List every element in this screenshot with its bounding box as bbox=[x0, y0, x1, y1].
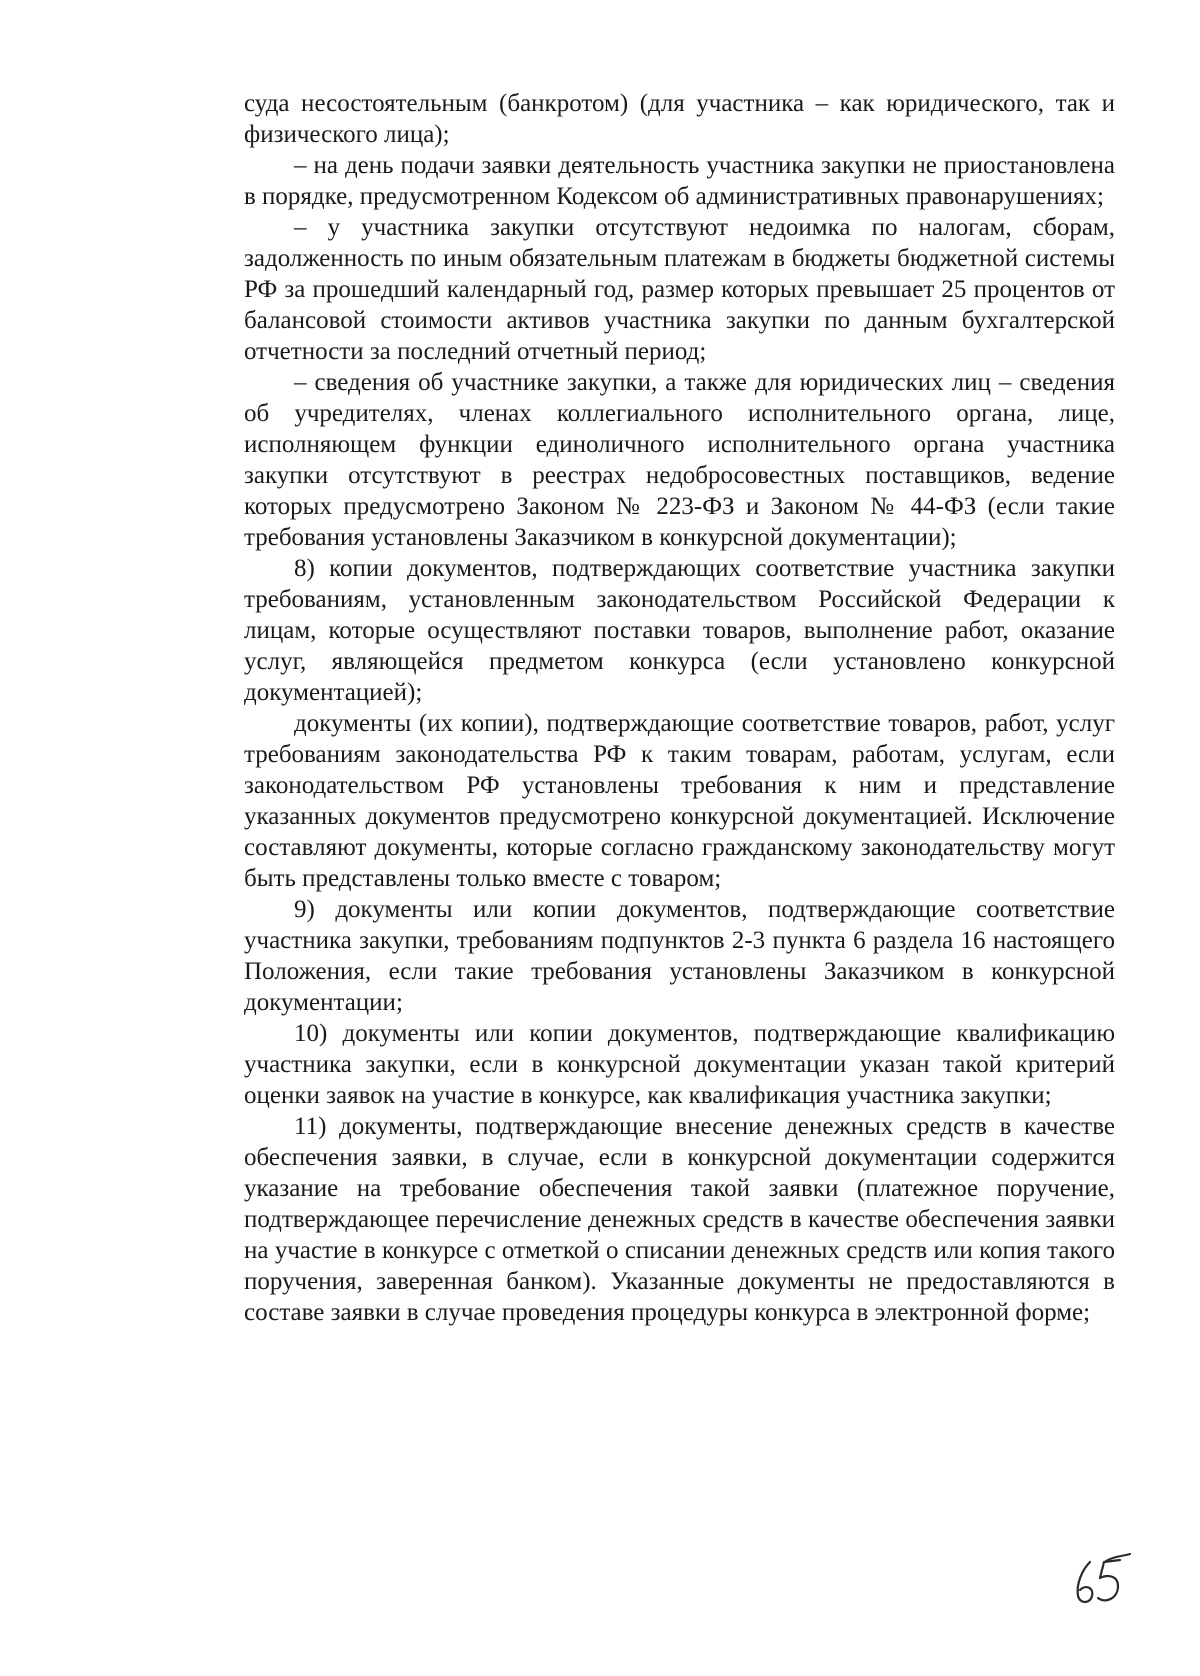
paragraph-item-9: 9) документы или копии документов, подтверждающие соответствие участника закупки, требованиям подпунктов 2-3 пункта 6 раздела 16 настоящего Положения, если такие требования установлены Заказчиком в конкурсной документации; bbox=[244, 896, 1115, 1016]
paragraph-item-11: 11) документы, подтверждающие внесение денежных средств в качестве обеспечения заявки, в случае, если в конкурсной документации содержится указание на требование обеспечения такой заявки (платежное поручение, подтверждающее перечисление денежных средств в качестве обеспечения заявки на участие в конкурсе с отметкой о списании денежных средств или копия такого поручения, заверенная банком). Указанные документы не предоставляются в составе заявки в случае проведения процедуры конкурса в электронной форме; bbox=[244, 1113, 1115, 1326]
paragraph-not-in-registers: – сведения об участнике закупки, а также для юридических лиц – сведения об учредителях, членах коллегиального исполнительного органа, лице, исполняющем функции единоличного исполнительного органа участника закупки отсутствуют в реестрах недобросовестных поставщиков, ведение которых предусмотрено Законом № 223-ФЗ и Законом № 44-ФЗ (если такие требования установлены Заказчиком в конкурсной документации); bbox=[244, 369, 1115, 551]
paragraph-no-tax-arrears: – у участника закупки отсутствуют недоимка по налогам, сборам, задолженность по иным обязательным платежам в бюджеты бюджетной системы РФ за прошедший календарный год, размер которых превышает 25 процентов от балансовой стоимости активов участника закупки по данным бухгалтерской отчетности за последний отчетный период; bbox=[244, 214, 1115, 365]
handwritten-page-number bbox=[1068, 1550, 1148, 1610]
paragraph-item-8: 8) копии документов, подтверждающих соответствие участника закупки требованиям, установленным законодательством Российской Федерации к лицам, которые осуществляют поставки товаров, выполнение работ, оказание услуг, являющейся предметом конкурса (если установлено конкурсной документацией); bbox=[244, 555, 1115, 706]
paragraph-item-10: 10) документы или копии документов, подтверждающие квалификацию участника закупки, если в конкурсной документации указан такой критерий оценки заявок на участие в конкурсе, как квалификация участника закупки; bbox=[244, 1020, 1115, 1109]
handwritten-page-number-glyph bbox=[1068, 1550, 1148, 1610]
document-body bbox=[244, 88, 1115, 1328]
paragraph-activity-not-suspended: – на день подачи заявки деятельность участника закупки не приостановлена в порядке, предусмотренном Кодексом об административных правонарушениях; bbox=[244, 152, 1115, 210]
paragraph-goods-documents: документы (их копии), подтверждающие соответствие товаров, работ, услуг требованиям законодательства РФ к таким товарам, работам, услугам, если законодательством РФ установлены требования к ним и представление указанных документов предусмотрено конкурсной документацией. Исключение составляют документы, которые согласно гражданскому законодательству могут быть представлены только вместе с товаром; bbox=[244, 710, 1115, 892]
paragraph-continuation: суда несостоятельным (банкротом) (для участника – как юридического, так и физического лица); bbox=[244, 90, 1115, 148]
